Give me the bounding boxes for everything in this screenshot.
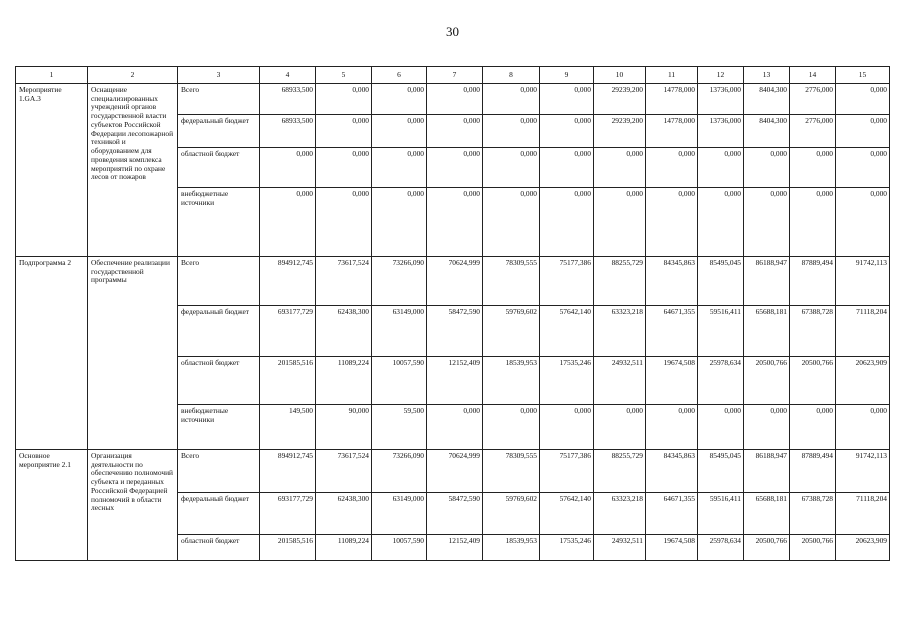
value-cell: 59769,602 bbox=[483, 493, 540, 535]
value-cell: 0,000 bbox=[594, 148, 646, 188]
value-cell: 78309,555 bbox=[483, 257, 540, 306]
value-cell: 75177,386 bbox=[540, 257, 594, 306]
value-cell: 0,000 bbox=[698, 405, 744, 450]
value-cell: 20500,766 bbox=[744, 535, 790, 561]
value-cell: 0,000 bbox=[646, 188, 698, 257]
value-cell: 8404,300 bbox=[744, 115, 790, 148]
value-cell: 71118,204 bbox=[836, 493, 890, 535]
value-cell: 0,000 bbox=[316, 188, 372, 257]
column-header: 13 bbox=[744, 67, 790, 84]
value-cell: 84345,863 bbox=[646, 450, 698, 493]
activity-label: Подпрограмма 2 bbox=[16, 257, 88, 450]
funding-source: областной бюджет bbox=[178, 148, 260, 188]
value-cell: 0,000 bbox=[316, 148, 372, 188]
value-cell: 65688,181 bbox=[744, 493, 790, 535]
value-cell: 19674,508 bbox=[646, 357, 698, 405]
value-cell: 85495,045 bbox=[698, 257, 744, 306]
value-cell: 0,000 bbox=[427, 188, 483, 257]
table-header-row bbox=[16, 67, 890, 84]
value-cell: 18539,953 bbox=[483, 357, 540, 405]
value-cell: 0,000 bbox=[790, 188, 836, 257]
table-row bbox=[16, 84, 890, 115]
column-header: 7 bbox=[427, 67, 483, 84]
value-cell: 75177,386 bbox=[540, 450, 594, 493]
value-cell: 0,000 bbox=[483, 405, 540, 450]
value-cell: 0,000 bbox=[646, 148, 698, 188]
funding-source: федеральный бюджет bbox=[178, 493, 260, 535]
value-cell: 0,000 bbox=[260, 188, 316, 257]
activity-description: Оснащение специализированных учреждений органов государственной власти субъектов Российской Федерации лесопожарной техникой и оборудованием для проведения комплекса мероприятий по охране лесов от пожаров bbox=[88, 84, 178, 257]
activity-description: Организация деятельности по обеспечению полномочий субъекта и переданных Российской Федерацией полномочий в области лесных bbox=[88, 450, 178, 561]
column-header: 5 bbox=[316, 67, 372, 84]
value-cell: 63323,218 bbox=[594, 306, 646, 357]
value-cell: 18539,953 bbox=[483, 535, 540, 561]
value-cell: 201585,516 bbox=[260, 357, 316, 405]
value-cell: 10057,590 bbox=[372, 535, 427, 561]
value-cell: 0,000 bbox=[540, 405, 594, 450]
value-cell: 14778,000 bbox=[646, 115, 698, 148]
value-cell: 63323,218 bbox=[594, 493, 646, 535]
table-row bbox=[16, 450, 890, 493]
value-cell: 0,000 bbox=[836, 84, 890, 115]
column-header: 2 bbox=[88, 67, 178, 84]
value-cell: 70624,999 bbox=[427, 257, 483, 306]
value-cell: 91742,113 bbox=[836, 257, 890, 306]
value-cell: 24932,511 bbox=[594, 535, 646, 561]
column-header: 11 bbox=[646, 67, 698, 84]
value-cell: 25978,634 bbox=[698, 357, 744, 405]
value-cell: 894912,745 bbox=[260, 450, 316, 493]
value-cell: 12152,409 bbox=[427, 535, 483, 561]
value-cell: 62438,300 bbox=[316, 306, 372, 357]
value-cell: 2776,000 bbox=[790, 115, 836, 148]
value-cell: 85495,045 bbox=[698, 450, 744, 493]
value-cell: 13736,000 bbox=[698, 84, 744, 115]
value-cell: 0,000 bbox=[427, 84, 483, 115]
activity-label: Мероприятие 1.GA.3 bbox=[16, 84, 88, 257]
value-cell: 0,000 bbox=[260, 148, 316, 188]
funding-source: внебюджетные источники bbox=[178, 188, 260, 257]
value-cell: 86188,947 bbox=[744, 257, 790, 306]
column-header: 1 bbox=[16, 67, 88, 84]
value-cell: 201585,516 bbox=[260, 535, 316, 561]
value-cell: 88255,729 bbox=[594, 257, 646, 306]
value-cell: 0,000 bbox=[316, 84, 372, 115]
value-cell: 0,000 bbox=[836, 148, 890, 188]
value-cell: 0,000 bbox=[483, 148, 540, 188]
activity-description: Обеспечение реализации государственной программы bbox=[88, 257, 178, 450]
value-cell: 87889,494 bbox=[790, 257, 836, 306]
value-cell: 73266,090 bbox=[372, 257, 427, 306]
budget-table bbox=[15, 66, 890, 561]
value-cell: 0,000 bbox=[427, 405, 483, 450]
value-cell: 0,000 bbox=[744, 188, 790, 257]
value-cell: 24932,511 bbox=[594, 357, 646, 405]
column-header: 3 bbox=[178, 67, 260, 84]
value-cell: 67388,728 bbox=[790, 306, 836, 357]
value-cell: 58472,590 bbox=[427, 306, 483, 357]
value-cell: 84345,863 bbox=[646, 257, 698, 306]
page-number: 30 bbox=[446, 24, 459, 39]
value-cell: 11089,224 bbox=[316, 535, 372, 561]
column-header: 4 bbox=[260, 67, 316, 84]
value-cell: 68933,500 bbox=[260, 115, 316, 148]
value-cell: 59769,602 bbox=[483, 306, 540, 357]
value-cell: 59516,411 bbox=[698, 493, 744, 535]
value-cell: 0,000 bbox=[427, 115, 483, 148]
funding-source: Всего bbox=[178, 84, 260, 115]
value-cell: 0,000 bbox=[540, 115, 594, 148]
value-cell: 88255,729 bbox=[594, 450, 646, 493]
value-cell: 149,500 bbox=[260, 405, 316, 450]
value-cell: 0,000 bbox=[540, 148, 594, 188]
funding-source: федеральный бюджет bbox=[178, 306, 260, 357]
value-cell: 0,000 bbox=[540, 84, 594, 115]
value-cell: 11089,224 bbox=[316, 357, 372, 405]
value-cell: 0,000 bbox=[483, 188, 540, 257]
value-cell: 67388,728 bbox=[790, 493, 836, 535]
value-cell: 20500,766 bbox=[790, 357, 836, 405]
value-cell: 0,000 bbox=[372, 188, 427, 257]
value-cell: 19674,508 bbox=[646, 535, 698, 561]
column-header: 6 bbox=[372, 67, 427, 84]
value-cell: 0,000 bbox=[316, 115, 372, 148]
column-header: 14 bbox=[790, 67, 836, 84]
value-cell: 894912,745 bbox=[260, 257, 316, 306]
value-cell: 693177,729 bbox=[260, 306, 316, 357]
value-cell: 20500,766 bbox=[790, 535, 836, 561]
value-cell: 57642,140 bbox=[540, 493, 594, 535]
value-cell: 73617,524 bbox=[316, 450, 372, 493]
value-cell: 58472,590 bbox=[427, 493, 483, 535]
value-cell: 0,000 bbox=[540, 188, 594, 257]
value-cell: 0,000 bbox=[594, 188, 646, 257]
value-cell: 70624,999 bbox=[427, 450, 483, 493]
value-cell: 62438,300 bbox=[316, 493, 372, 535]
value-cell: 2776,000 bbox=[790, 84, 836, 115]
value-cell: 86188,947 bbox=[744, 450, 790, 493]
value-cell: 693177,729 bbox=[260, 493, 316, 535]
value-cell: 25978,634 bbox=[698, 535, 744, 561]
value-cell: 20500,766 bbox=[744, 357, 790, 405]
value-cell: 0,000 bbox=[836, 115, 890, 148]
value-cell: 65688,181 bbox=[744, 306, 790, 357]
column-header: 9 bbox=[540, 67, 594, 84]
value-cell: 73617,524 bbox=[316, 257, 372, 306]
value-cell: 64671,355 bbox=[646, 493, 698, 535]
column-header: 8 bbox=[483, 67, 540, 84]
value-cell: 64671,355 bbox=[646, 306, 698, 357]
value-cell: 91742,113 bbox=[836, 450, 890, 493]
value-cell: 59516,411 bbox=[698, 306, 744, 357]
value-cell: 0,000 bbox=[698, 148, 744, 188]
value-cell: 29239,200 bbox=[594, 84, 646, 115]
value-cell: 0,000 bbox=[836, 405, 890, 450]
value-cell: 0,000 bbox=[698, 188, 744, 257]
activity-label: Основное мероприятие 2.1 bbox=[16, 450, 88, 561]
value-cell: 29239,200 bbox=[594, 115, 646, 148]
value-cell: 63149,000 bbox=[372, 306, 427, 357]
funding-source: федеральный бюджет bbox=[178, 115, 260, 148]
table-body bbox=[16, 84, 890, 561]
value-cell: 0,000 bbox=[790, 405, 836, 450]
value-cell: 0,000 bbox=[483, 115, 540, 148]
value-cell: 73266,090 bbox=[372, 450, 427, 493]
value-cell: 8404,300 bbox=[744, 84, 790, 115]
column-header: 10 bbox=[594, 67, 646, 84]
value-cell: 0,000 bbox=[744, 405, 790, 450]
value-cell: 78309,555 bbox=[483, 450, 540, 493]
value-cell: 87889,494 bbox=[790, 450, 836, 493]
value-cell: 14778,000 bbox=[646, 84, 698, 115]
value-cell: 0,000 bbox=[594, 405, 646, 450]
value-cell: 13736,000 bbox=[698, 115, 744, 148]
value-cell: 0,000 bbox=[372, 148, 427, 188]
value-cell: 12152,409 bbox=[427, 357, 483, 405]
value-cell: 10057,590 bbox=[372, 357, 427, 405]
value-cell: 20623,909 bbox=[836, 357, 890, 405]
funding-source: областной бюджет bbox=[178, 535, 260, 561]
value-cell: 0,000 bbox=[372, 84, 427, 115]
value-cell: 0,000 bbox=[790, 148, 836, 188]
column-header: 15 bbox=[836, 67, 890, 84]
funding-source: Всего bbox=[178, 257, 260, 306]
value-cell: 90,000 bbox=[316, 405, 372, 450]
value-cell: 59,500 bbox=[372, 405, 427, 450]
table-row bbox=[16, 257, 890, 306]
value-cell: 68933,500 bbox=[260, 84, 316, 115]
value-cell: 0,000 bbox=[483, 84, 540, 115]
value-cell: 0,000 bbox=[646, 405, 698, 450]
funding-source: Всего bbox=[178, 450, 260, 493]
column-header: 12 bbox=[698, 67, 744, 84]
value-cell: 0,000 bbox=[372, 115, 427, 148]
value-cell: 0,000 bbox=[744, 148, 790, 188]
value-cell: 20623,909 bbox=[836, 535, 890, 561]
value-cell: 57642,140 bbox=[540, 306, 594, 357]
value-cell: 17535,246 bbox=[540, 357, 594, 405]
value-cell: 0,000 bbox=[427, 148, 483, 188]
value-cell: 0,000 bbox=[836, 188, 890, 257]
value-cell: 71118,204 bbox=[836, 306, 890, 357]
funding-source: внебюджетные источники bbox=[178, 405, 260, 450]
funding-source: областной бюджет bbox=[178, 357, 260, 405]
value-cell: 17535,246 bbox=[540, 535, 594, 561]
value-cell: 63149,000 bbox=[372, 493, 427, 535]
